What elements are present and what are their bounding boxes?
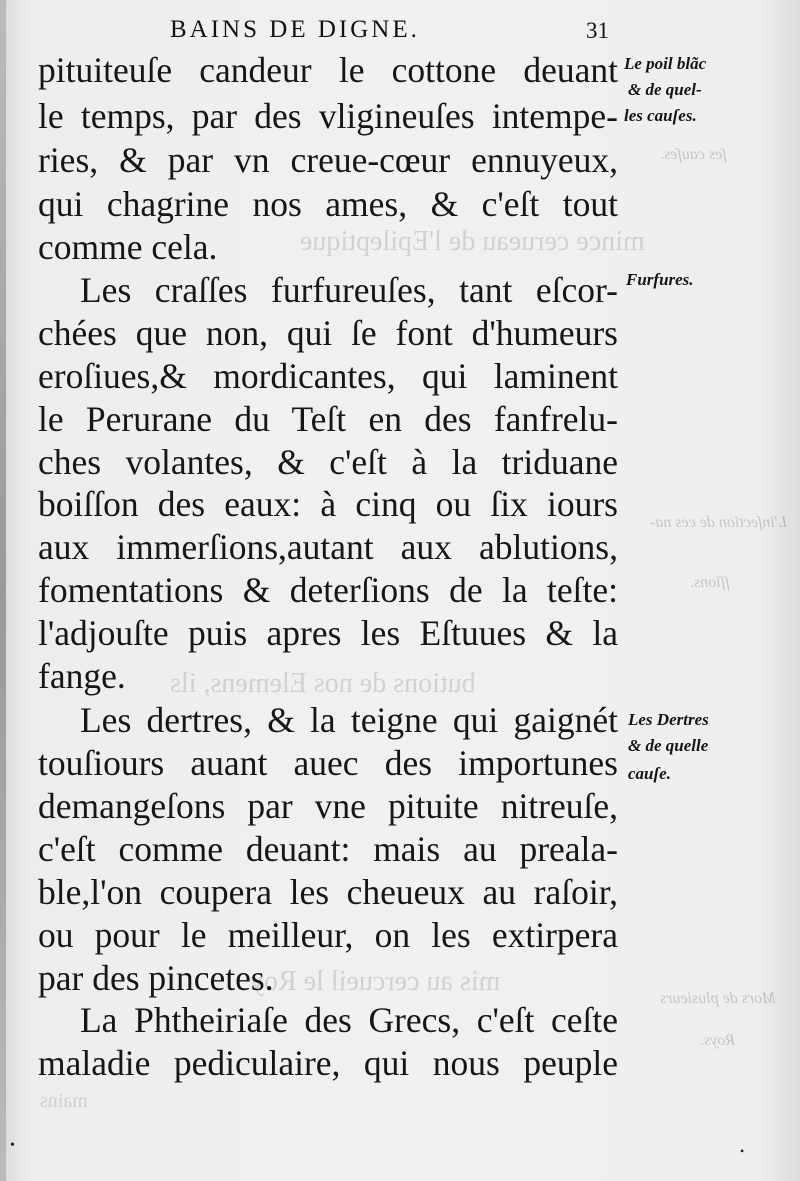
text-line: fange. [38,656,126,696]
text-line: qui chagrine nos ames, & c'eſt tout [38,184,618,224]
show-through-margin: ſſions. [690,574,730,591]
text-line: ches volantes, & c'eſt à la triduane [38,442,618,482]
show-through-margin: Roys. [700,1032,736,1049]
show-through-text: mince cerueau de l'Epileptique [300,226,645,257]
text-line: fomentations & deterſions de la teſte: [38,570,618,610]
show-through-margin: ſes cauſes. [660,146,727,163]
text-line: chées que non, qui ſe font d'humeurs [38,313,618,353]
margin-note-line: Le poil blãc [624,54,707,73]
paragraph-first-line: Les craſſes furfureuſes, tant eſcor- [80,270,618,310]
show-through-text: butions de nos Elemens, ils [170,668,476,699]
show-through-text: mis au cercueil le Roy [250,966,501,997]
text-line: ble,l'on coupera les cheueux au raſoir, [38,872,618,912]
text-line: aux immerſions,autant aux ablutions, [38,527,618,567]
text-line: l'adjouſte puis apres les Eſtuues & la [38,613,618,653]
text-line: par des pincetes. [38,958,274,998]
text-line: le temps, par des vligineuſes intempe- [38,96,618,136]
show-through-margin: Mors de plusieurs [660,990,776,1007]
page-number: 31 [586,18,609,43]
text-line: maladie pediculaire, qui nous peuple [38,1043,618,1083]
text-line: c'eſt comme deuant: mais au preala- [38,829,618,869]
page-gutter-shadow [0,0,6,1181]
text-line: ries, & par vn creue-cœur ennuyeux, [38,140,618,180]
paragraph-first-line: La Phtheiriaſe des Grecs, c'eſt ceſte [80,1000,618,1040]
text-line: boiſſon des eaux: à cinq ou ſix iours [38,484,618,524]
paragraph-first-line: Les dertres, & la teigne qui gaignét [80,700,618,740]
show-through-margin: L'inſection de ces na- [650,514,788,531]
text-line: eroſiues,& mordicantes, qui laminent [38,356,618,396]
text-line: touſiours auant auec des importunes [38,743,618,783]
text-line: comme cela. [38,227,218,267]
margin-note-line: cauſe. [628,764,671,783]
margin-note-line: les cauſes. [624,106,697,125]
stray-mark: • [10,1138,15,1153]
show-through-text: mains [40,1090,88,1112]
stray-mark: • [740,1144,745,1158]
text-line: le Perurane du Teſt en des fanfrelu- [38,399,618,439]
margin-note-line: Les Dertres [628,710,709,729]
text-line: ou pour le meilleur, on les extirpera [38,915,618,955]
margin-note-line: Furfures. [626,270,694,289]
margin-note-line: & de quel- [628,80,702,99]
text-line: pituiteuſe candeur le cottone deuant [38,50,618,90]
running-title: BAINS DE DIGNE. [170,16,420,43]
text-line: demangeſons par vne pituite nitreuſe, [38,786,618,826]
margin-note-line: & de quelle [628,736,709,755]
